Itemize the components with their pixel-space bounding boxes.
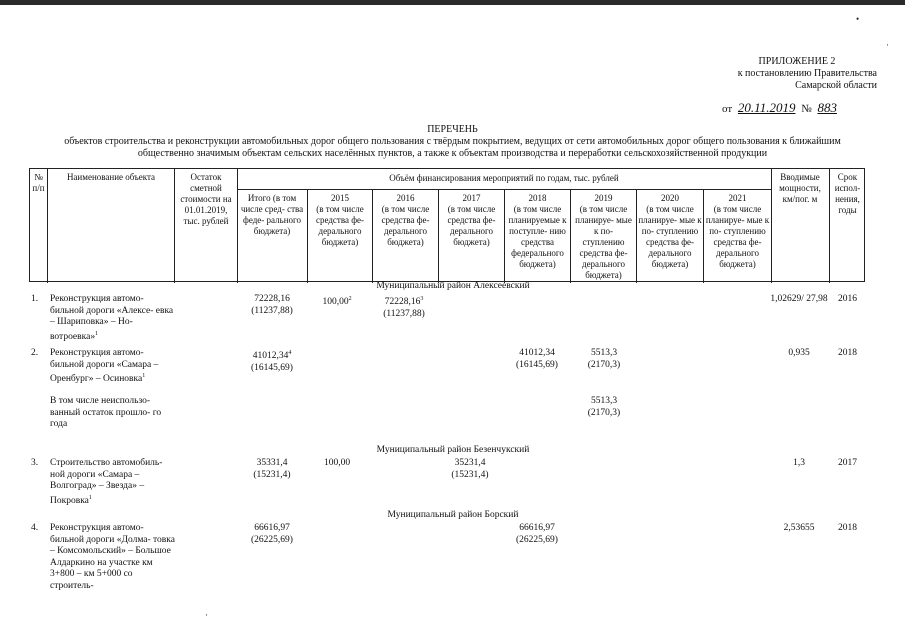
object-name-text: Реконструкция автомо- бильной дороги «Алексе- евка – Шариповка» – Но- вотроевка» [50,294,174,342]
capacity-value: 1,02629/ 27,98 [770,294,828,304]
federal-amount: (16145,69) [516,359,558,370]
header-col-remainder: Остаток сметной стоимости на 01.01.2019, тыс. рублей [180,172,232,226]
header-2020-year: 2020 [661,193,679,203]
year-2015-value: 100,00 [323,458,351,468]
row-number: 4. [31,523,39,533]
term-value: 2016 [838,294,857,304]
header-2020-note: (в том числе планируе- мые к по- ступлению средства фе- дерального бюджета) [638,204,702,269]
header-col-term: Срок испол- нения, годы [834,172,861,215]
appendix-subtitle: к постановлению Правительства [737,68,877,79]
footnote-mark: 3 [420,296,424,302]
footnote-mark: 1 [95,330,99,337]
header-2019-year: 2019 [594,193,613,203]
header-col-finance: Объём финансирования мероприятий по годам, тыс. рублей [389,173,619,183]
total-value [236,458,308,481]
header-2018-note: (в том числе планируемые к поступле- нию средства федерального бюджета) [508,204,567,269]
header-2021-note: (в том числе планируе- мые к по- ступлению средства фе- дерального бюджета) [705,204,770,269]
decree-date-line [722,100,840,116]
date-prefix: от [722,103,733,115]
header-2018-year: 2018 [528,193,547,203]
year-2015-value [306,294,368,309]
document-subtitle-line1: объектов строительства и реконструкции автомобильных дорог общего пользования с твёрдым покрытием, ведущих от сети автомобильных дорог общего пользования к ближайшим [64,136,841,147]
district-heading: Муниципальный район Борский [387,510,519,520]
term-value: 2018 [838,348,857,358]
footnote-mark: 4 [288,350,292,356]
decree-date: 20.11.2019 [737,100,796,115]
year-2018-value [503,348,571,371]
total-amount: 35331,4 [256,458,288,468]
federal-amount: (11237,88) [383,308,425,319]
document-subtitle-line2: общественно значимым объектам сельских населённых пунктов, а также к объектам производства и переработки сельскохозяйственной продукции [137,148,768,159]
total-value [236,294,308,317]
appendix-block [677,56,877,92]
object-name: Реконструкция автомо- бильной дороги «Долма- товка – Комсомольский» – Большое Алдаркино на участке км 3+800 – км 5+000 со строитель- [50,523,175,591]
appendix-title: ПРИЛОЖЕНИЕ 2 [758,56,836,67]
header-col-2017 [440,193,503,248]
year-2018-value [503,523,571,546]
header-col-no: № п/п [32,172,45,193]
header-col-2015 [309,193,371,248]
table-header [29,168,865,282]
scan-speck: · [886,40,889,50]
amount: 100,00 [322,297,349,308]
header-2021-year: 2021 [728,193,747,203]
federal-amount: (2170,3) [587,359,621,370]
header-col-total: Итого (в том числе сред- ства феде- рального бюджета) [240,193,304,236]
header-2017-year: 2017 [462,193,481,203]
year-2017-value [437,458,503,481]
header-col-2020 [638,193,702,270]
header-col-2021 [705,193,770,270]
header-col-2016 [374,193,437,248]
amount: 35231,4 [454,458,486,468]
header-2019-note: (в том числе планируе- мые к по- ступлению средства фе- дерального бюджета) [575,204,632,280]
footnote-mark: 1 [142,373,146,379]
amount: 72228,16 [384,297,421,308]
total-federal: (11237,88) [251,305,293,316]
header-2017-note: (в том числе средства фе- дерального бюджета) [447,204,496,247]
number-prefix: № [801,103,812,115]
decree-number: 883 [817,100,837,115]
header-2015-note: (в том числе средства фе- дерального бюджета) [315,204,365,247]
total-amount: 41012,34 [252,351,289,362]
term-value: 2017 [838,458,857,468]
capacity-value: 1,3 [793,458,805,468]
row-number: 2. [31,348,39,358]
header-col-2019 [572,193,635,281]
footnote-mark: 2 [348,296,352,302]
object-name-text: Реконструкция автомо- бильной дороги «Самара – Оренбург» – Осиновка [50,348,159,385]
header-col-name: Наименование объекта [66,172,156,182]
row-number: 1. [31,294,39,304]
district-heading: Муниципальный район Алексеевский [376,281,530,291]
amount: 5513,3 [590,348,618,358]
header-2016-note: (в том числе средства фе- дерального бюджета) [381,204,430,247]
header-col-2018 [506,193,569,270]
object-name [50,348,178,386]
footnote-mark: 1 [88,494,92,501]
total-federal: (16145,69) [251,362,293,373]
header-col-capacity: Вводимые мощности, км/пог. м [779,172,821,204]
appendix-authority: Самарской области [795,80,877,91]
total-amount: 72228,16 [254,294,290,304]
total-federal: (15231,4) [253,469,291,480]
document-title: ПЕРЕЧЕНЬ [427,124,478,135]
federal-amount: (26225,69) [516,534,558,545]
scan-top-border [0,0,905,5]
total-federal: (26225,69) [251,534,293,545]
federal-amount: (2170,3) [587,407,621,418]
object-name [50,458,178,507]
scan-speck: · [205,610,208,620]
header-2016-year: 2016 [396,193,415,203]
term-value: 2018 [838,523,857,533]
capacity-value: 0,935 [788,348,810,358]
amount: 41012,34 [519,348,555,358]
total-amount: 66616,97 [254,523,290,533]
total-value [236,348,308,374]
capacity-value: 2,53655 [783,523,815,533]
object-name [50,294,178,343]
header-2015-year: 2015 [331,193,349,203]
amount: 5513,3 [590,396,618,406]
district-heading: Муниципальный район Безенчукский [376,445,530,455]
total-value [236,523,308,546]
year-2016-value [371,294,437,320]
federal-amount: (15231,4) [451,469,489,480]
amount: 66616,97 [519,523,555,533]
scan-speck: • [856,14,860,24]
year-2019-value [572,396,636,419]
year-2019-value [572,348,636,371]
row-number: 3. [31,458,39,468]
object-name-text: Строительство автомобиль- ной дороги «Самара – Волгоград» – Звезда» – Покровка [50,458,163,506]
object-subnote: В том числе неиспользо- ванный остаток прошло- го года [50,396,162,429]
